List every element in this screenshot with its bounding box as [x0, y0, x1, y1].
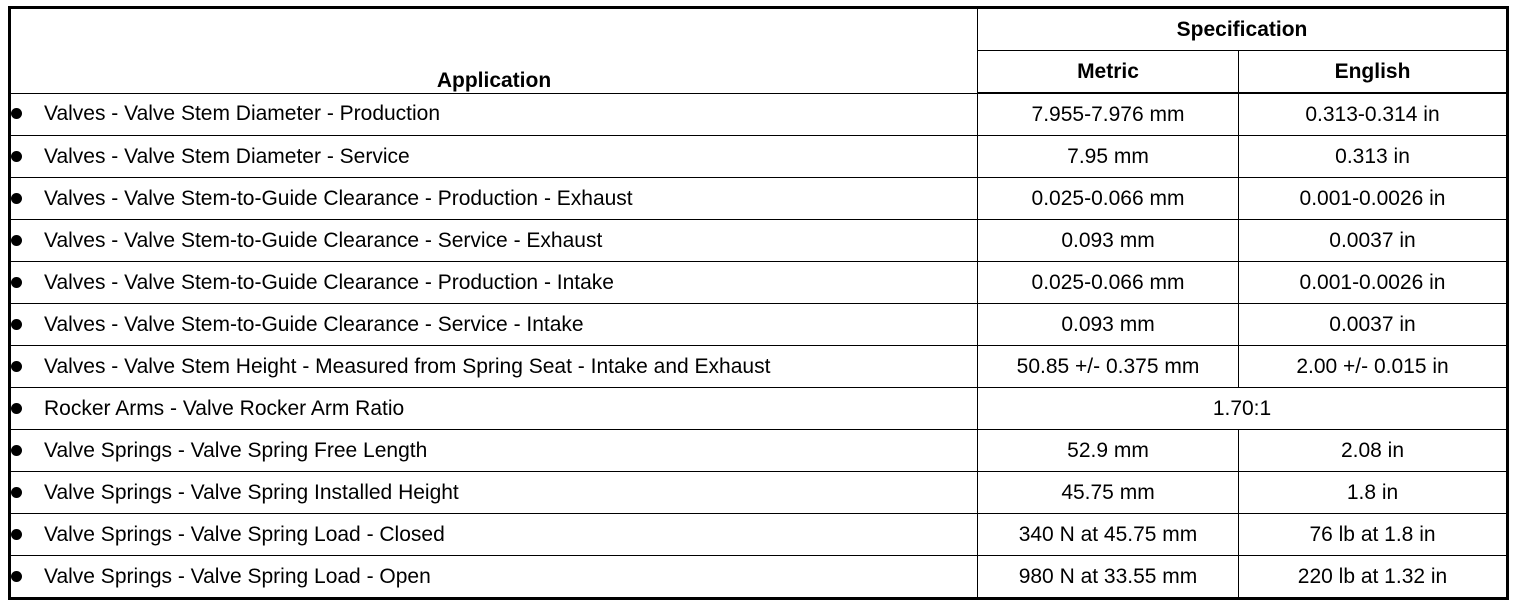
table-row — [10, 220, 1508, 262]
valve-spec-table — [8, 6, 1509, 600]
table-row — [10, 304, 1508, 346]
application-cell — [10, 472, 978, 514]
metric-header: Metric — [978, 51, 1239, 94]
table-row — [10, 388, 1508, 430]
bullet-icon — [11, 277, 22, 288]
table-row — [10, 430, 1508, 472]
table-row — [10, 346, 1508, 388]
ratio-value-cell: 1.70:1 — [978, 388, 1508, 430]
bullet-icon — [11, 151, 22, 162]
application-text: Valves - Valve Stem-to-Guide Clearance - Service - Intake — [44, 312, 584, 336]
table-row — [10, 262, 1508, 304]
metric-cell: 7.95 mm — [978, 136, 1239, 178]
english-header: English — [1239, 51, 1508, 94]
application-text: Valve Springs - Valve Spring Installed Height — [44, 480, 459, 504]
application-cell — [10, 556, 978, 599]
bullet-icon — [11, 235, 22, 246]
bullet-icon — [11, 319, 22, 330]
metric-cell: 0.093 mm — [978, 304, 1239, 346]
application-text: Rocker Arms - Valve Rocker Arm Ratio — [44, 396, 405, 420]
table-row — [10, 178, 1508, 220]
spec-table-container — [8, 6, 1509, 600]
application-text: Valve Springs - Valve Spring Load - Open — [44, 564, 431, 588]
application-header: Application — [10, 8, 978, 94]
metric-cell: 0.025-0.066 mm — [978, 262, 1239, 304]
application-text: Valves - Valve Stem-to-Guide Clearance - Service - Exhaust — [44, 228, 603, 252]
english-cell: 0.001-0.0026 in — [1239, 262, 1508, 304]
metric-cell: 0.025-0.066 mm — [978, 178, 1239, 220]
application-cell — [10, 388, 978, 430]
table-row — [10, 472, 1508, 514]
application-text: Valves - Valve Stem Diameter - Production — [44, 102, 441, 126]
bullet-icon — [11, 361, 22, 372]
bullet-icon — [11, 445, 22, 456]
bullet-icon — [11, 487, 22, 498]
english-cell: 1.8 in — [1239, 472, 1508, 514]
english-cell: 2.00 +/- 0.015 in — [1239, 346, 1508, 388]
application-text: Valves - Valve Stem-to-Guide Clearance - Production - Exhaust — [44, 186, 633, 210]
bullet-icon — [11, 193, 22, 204]
english-cell: 76 lb at 1.8 in — [1239, 514, 1508, 556]
metric-cell: 45.75 mm — [978, 472, 1239, 514]
header-row-top — [10, 8, 1508, 51]
table-row — [10, 556, 1508, 599]
application-text: Valve Springs - Valve Spring Load - Closed — [44, 522, 445, 546]
english-cell: 0.001-0.0026 in — [1239, 178, 1508, 220]
table-row — [10, 514, 1508, 556]
application-cell — [10, 220, 978, 262]
application-cell — [10, 93, 978, 136]
application-text: Valves - Valve Stem Height - Measured from Spring Seat - Intake and Exhaust — [44, 354, 771, 378]
bullet-icon — [11, 571, 22, 582]
application-cell — [10, 304, 978, 346]
metric-cell: 7.955-7.976 mm — [978, 93, 1239, 136]
application-text: Valve Springs - Valve Spring Free Length — [44, 438, 428, 462]
english-cell: 0.313-0.314 in — [1239, 93, 1508, 136]
bullet-icon — [11, 403, 22, 414]
table-row — [10, 93, 1508, 136]
specification-header: Specification — [978, 8, 1508, 51]
english-cell: 220 lb at 1.32 in — [1239, 556, 1508, 599]
english-cell: 0.0037 in — [1239, 304, 1508, 346]
table-row — [10, 136, 1508, 178]
metric-cell: 340 N at 45.75 mm — [978, 514, 1239, 556]
english-cell: 0.0037 in — [1239, 220, 1508, 262]
application-text: Valves - Valve Stem Diameter - Service — [44, 144, 410, 168]
bullet-icon — [11, 529, 22, 540]
application-cell — [10, 136, 978, 178]
application-cell — [10, 262, 978, 304]
english-cell: 0.313 in — [1239, 136, 1508, 178]
metric-cell: 50.85 +/- 0.375 mm — [978, 346, 1239, 388]
application-text: Valves - Valve Stem-to-Guide Clearance - Production - Intake — [44, 270, 614, 294]
metric-cell: 980 N at 33.55 mm — [978, 556, 1239, 599]
application-cell — [10, 346, 978, 388]
english-cell: 2.08 in — [1239, 430, 1508, 472]
application-cell — [10, 178, 978, 220]
metric-cell: 0.093 mm — [978, 220, 1239, 262]
application-cell — [10, 430, 978, 472]
bullet-icon — [11, 108, 22, 119]
metric-cell: 52.9 mm — [978, 430, 1239, 472]
application-cell — [10, 514, 978, 556]
